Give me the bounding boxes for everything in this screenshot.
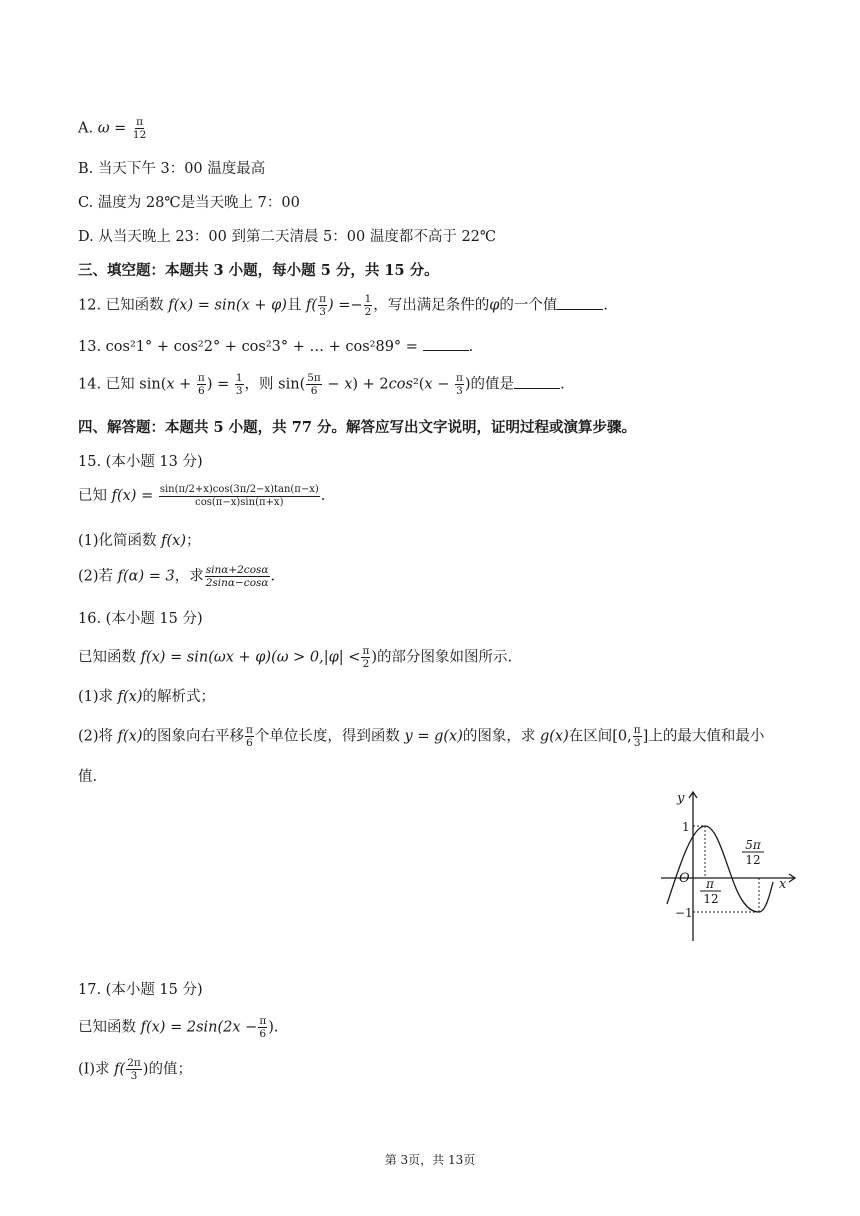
answer-blank (514, 376, 560, 389)
y-label: y (677, 791, 685, 806)
option-a-eq: ω = (97, 120, 127, 137)
option-b: B. 当天下午 3：00 温度最高 (78, 161, 266, 177)
question-15-part2: (2)若 f(α) = 3，求 $\frac{\sin\alpha+2\cos\alpha}{2\sin\alpha-\cos\alpha}$ . (78, 564, 276, 590)
q15-fraction: $\frac{\sin(\pi/2+x)\cos(3\pi/2-x)\tan(\pi-x)}{\cos(\pi-x)\sin(\pi+x)}$ (159, 484, 319, 508)
section4-heading: 四、解答题：本题共 5 小题，共 77 分。解答应写出文字说明，证明过程或演算步骤。 (78, 419, 636, 436)
question-15-title: 15. (本小题 13 分) (78, 454, 203, 470)
page-footer: 第 3页，共 13页 (384, 1153, 476, 1167)
question-17-part1: (Ⅰ)求 f( $\frac{2\pi}{3}$ )的值； (78, 1057, 192, 1083)
question-16-part1: (1)求 f(x)的解析式； (78, 689, 216, 705)
tick-5pi12-den: 12 (745, 853, 761, 867)
answer-blank (557, 297, 603, 310)
question-17-given: 已知函数 f(x) = 2sin(2x − $\frac{\pi}{6}$ ). (78, 1015, 279, 1041)
question-16-title: 16. (本小题 15 分) (78, 611, 203, 627)
question-14: 14. 已知 sin(x + $\frac{\pi}{6}$ ) = $\frac{1}{3}$ ，则 sin( $\frac{5\pi}{6}$ − x) + 2cos²(x − $\frac{\pi}{3}$ )的值是 . (78, 372, 565, 398)
question-16-given: 已知函数 f(x) = sin(ωx + φ)(ω > 0,|φ| < $\frac{\pi}{2}$ )的部分图象如图所示. (78, 645, 513, 671)
tick-neg-one: −1 (675, 906, 693, 920)
question-13: 13. cos²1° + cos²2° + cos²3° + … + cos²89° = . (78, 339, 474, 355)
answer-blank (423, 338, 469, 351)
question-17-title: 17. (本小题 15 分) (78, 982, 203, 998)
tick-one: 1 (682, 820, 690, 834)
option-a-frac: $\frac{\pi}{12}$ (132, 116, 147, 142)
option-d: D. 从当天晚上 23：00 到第二天清晨 5：00 温度都不高于 22℃ (78, 229, 497, 245)
question-16-part2: (2)将 f(x)的图象向右平移 $\frac{\pi}{6}$ 个单位长度，得到函数 y = g(x)的图象，求 g(x)在区间[0, $\frac{\pi}{3}$ ]上的最大值和最小 (78, 724, 765, 750)
tick-pi12-num: π (706, 877, 714, 891)
x-label: x (779, 877, 787, 892)
tick-pi12-den: 12 (703, 892, 719, 906)
question-15-given: 已知 f(x) = $\frac{\sin(\pi/2+x)\cos(3\pi/2-x)\tan(\pi-x)}{\cos(\pi-x)\sin(\pi+x)}$ . (78, 484, 326, 508)
question-12: 12. 已知函数 f(x) = sin(x + φ)且 f( $\frac{\pi}{3}$ ) =− $\frac{1}{2}$ ，写出满足条件的φ的一个值 . (78, 293, 609, 319)
sine-graph-figure (655, 786, 805, 946)
question-15-part1: (1)化简函数 f(x)； (78, 533, 201, 549)
option-a: A. ω = $\frac{\pi}{12}$ (78, 116, 147, 142)
question-16-part2-cont: 值. (78, 769, 98, 785)
section3-heading: 三、填空题：本题共 3 小题，每小题 5 分，共 15 分。 (78, 262, 439, 279)
origin-label: O (679, 871, 690, 886)
tick-5pi12-num: 5π (745, 838, 761, 852)
option-c: C. 温度为 28℃是当天晚上 7：00 (78, 195, 300, 211)
